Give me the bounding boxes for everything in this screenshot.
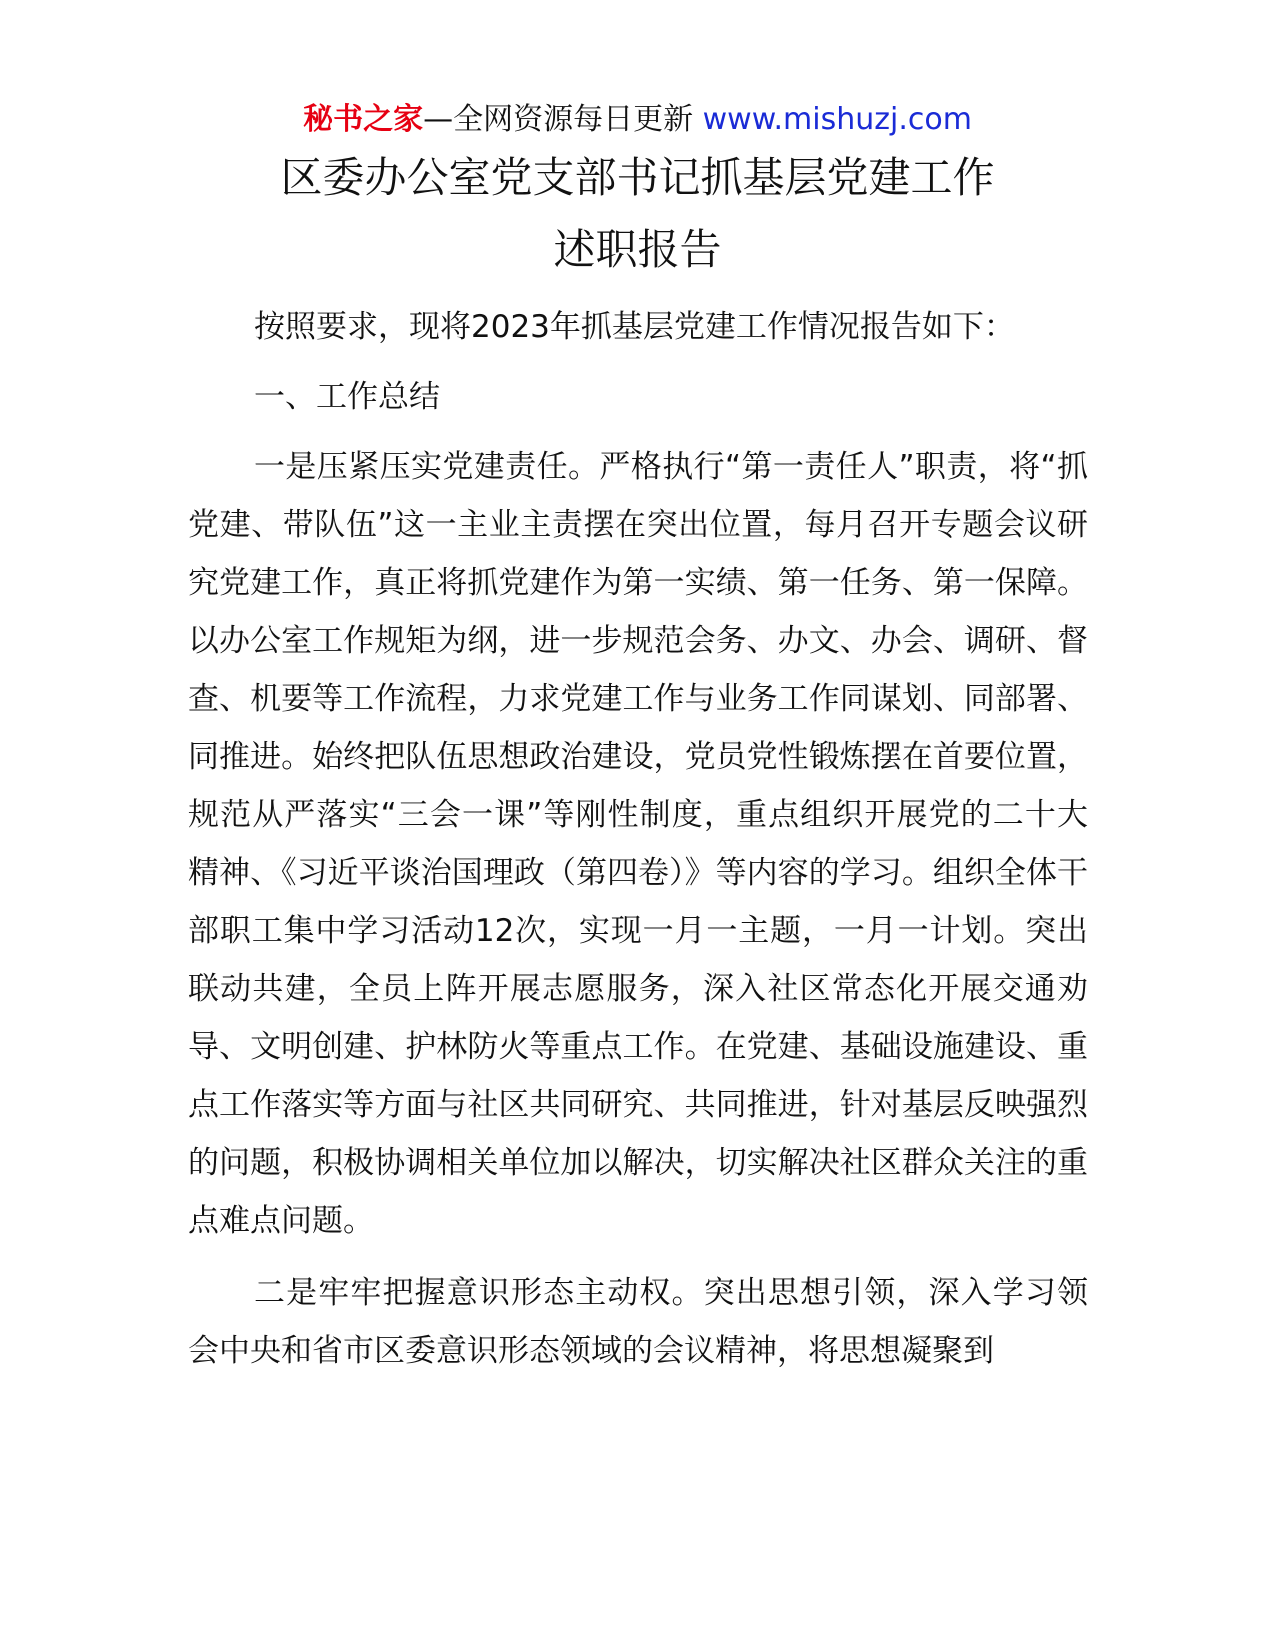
section-heading: 一、工作总结 bbox=[254, 379, 440, 415]
site-header bbox=[0, 100, 1275, 140]
document-title-line-2: 述职报告 bbox=[553, 225, 722, 274]
body-paragraph-2: 二是牢牢把握意识形态主动权。突出思想引领，深入学习领会中央和省市区委意识形态领域的会议精神，将思想凝聚到 bbox=[188, 1275, 1088, 1369]
intro-paragraph: 按照要求，现将2023年抓基层党建工作情况报告如下： bbox=[254, 309, 1015, 345]
document-title-line-1: 区委办公室党支部书记抓基层党建工作 bbox=[280, 153, 995, 202]
header-slogan: —全网资源每日更新 bbox=[423, 102, 703, 137]
document-body bbox=[188, 298, 1088, 1394]
brand-name: 秘书之家 bbox=[303, 102, 424, 137]
site-url-link[interactable]: www.mishuzj.com bbox=[702, 102, 972, 137]
body-paragraph-1: 一是压紧压实党建责任。严格执行“第一责任人”职责，将“抓党建、带队伍”这一主业主责摆在突出位置，每月召开专题会议研究党建工作，真正将抓党建作为第一实绩、第一任务、第一保障。以办公室工作规矩为纲，进一步规范会务、办文、办会、调研、督查、机要等工作流程，力求党建工作与业务工作同谋划、同部署、同推进。始终把队伍思想政治建设，党员党性锻炼摆在首要位置，规范从严落实“三会一课”等刚性制度，重点组织开展党的二十大精神、《习近平谈治国理政（第四卷）》等内容的学习。组织全体干部职工集中学习活动12次，实现一月一主题，一月一计划。突出联动共建，全员上阵开展志愿服务，深入社区常态化开展交通劝导、文明创建、护林防火等重点工作。在党建、基础设施建设、重点工作落实等方面与社区共同研究、共同推进，针对基层反映强烈的问题，积极协调相关单位加以解决，切实解决社区群众关注的重点难点问题。 bbox=[188, 449, 1088, 1239]
